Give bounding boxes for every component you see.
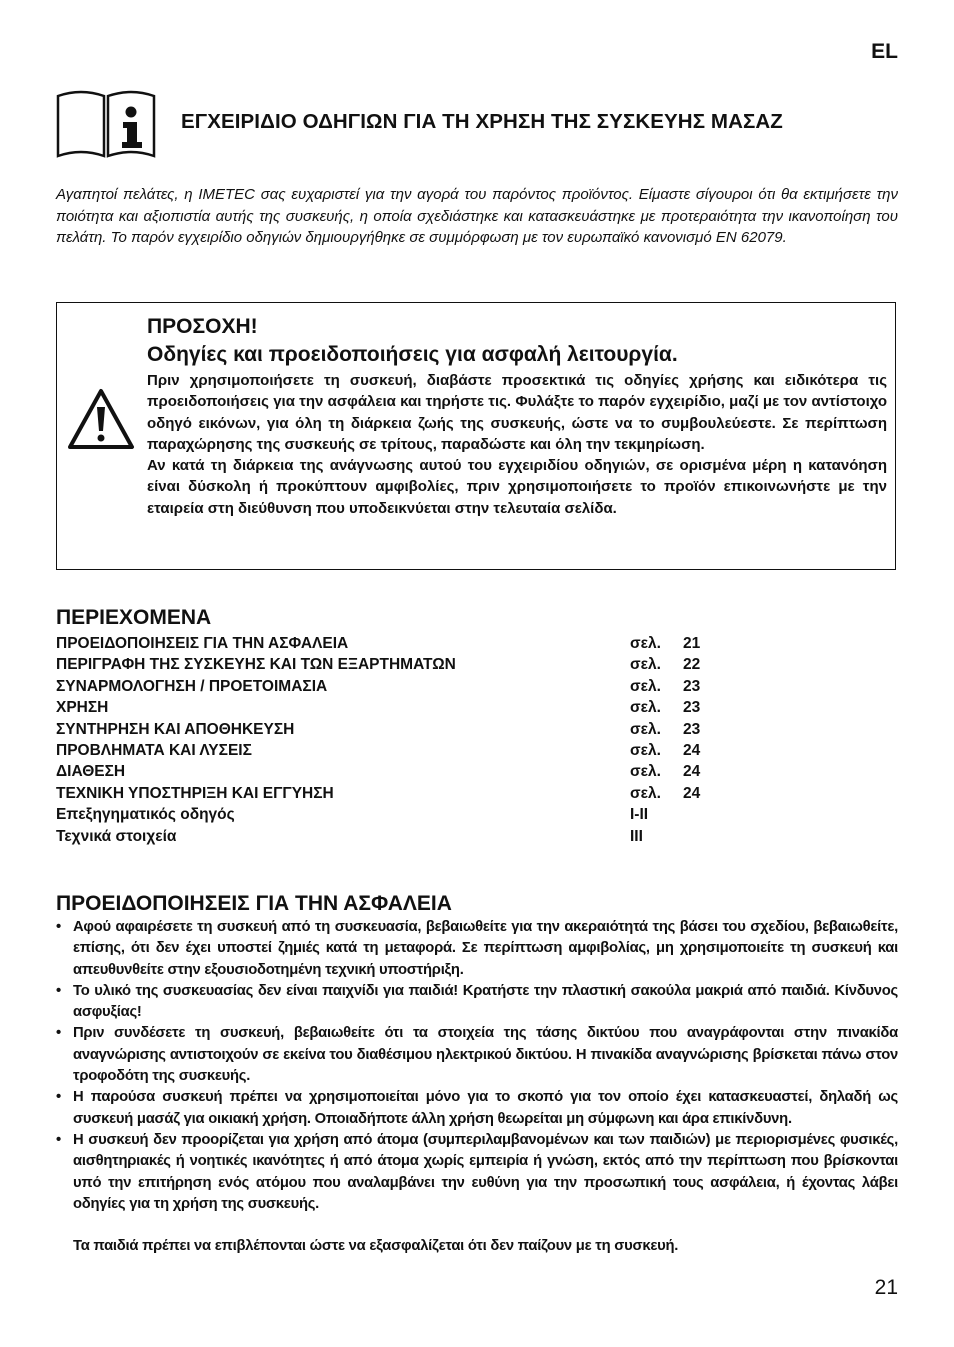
- warning-paragraph: Πριν χρησιμοποιήσετε τη συσκευή, διαβάστε προσεκτικά τις οδηγίες χρήσης και ειδικότερα τις προειδοποιήσεις για την ασφάλεια και τηρήστε τις. Φυλάξτε το παρόν εγχειρίδιο, μαζί με τον αντίστοιχο οδηγό εικόνων, για όλη τη διάρκεια ζωής της συσκευής, ώστε να το συμβουλεύεστε. Σε περίπτωση παραχώρησης της συσκευής σε τρίτους, παραδώστε και όλη την τεκμηρίωση.: [147, 372, 887, 453]
- safety-item: [56, 917, 898, 981]
- toc-label: ΧΡΗΣΗ: [56, 699, 109, 717]
- safety-item-text: Η παρούσα συσκευή πρέπει να χρησιμοποιείται μόνο για το σκοπό για τον οποίο έχει κατασκευαστεί, δηλαδή ως συσκευή μασάζ για οικιακή χρήση. Οποιαδήποτε άλλη χρήση θεωρείται μη σύμφωνη και άρα επικίνδυνη.: [73, 1089, 898, 1127]
- toc-entry: [56, 783, 736, 804]
- safety-warning-box: [56, 302, 896, 570]
- toc-page-prefix: σελ.: [630, 656, 661, 674]
- safety-item: [56, 981, 898, 1024]
- toc-page-prefix: σελ.: [630, 784, 661, 802]
- warning-text: [147, 370, 887, 519]
- toc-entry: [56, 676, 736, 697]
- safety-item: [56, 1023, 898, 1087]
- toc-entry: [56, 761, 736, 782]
- safety-title: ΠΡΟΕΙΔΟΠΟΙΗΣΕΙΣ ΓΙΑ ΤΗΝ ΑΣΦΑΛΕΙΑ: [56, 892, 452, 915]
- toc-page: 24: [683, 784, 701, 802]
- toc-label: ΠΡΟΒΛΗΜΑΤΑ ΚΑΙ ΛΥΣΕΙΣ: [56, 741, 252, 759]
- toc-label: ΠΡΟΕΙΔΟΠΟΙΗΣΕΙΣ ΓΙΑ ΤΗΝ ΑΣΦΑΛΕΙΑ: [56, 635, 349, 652]
- intro-paragraph: Αγαπητοί πελάτες, η IMETEC σας ευχαριστεί για την αγορά του παρόντος προϊόντος. Είμαστε σίγουροι ότι θα εκτιμήσετε την ποιότητα και αξιοπιστία αυτής της συσκευής, η οποία σχεδιάστηκε και κατασκευάστηκε με προτεραιότητα την ικανοποίηση του πελάτη. Το παρόν εγχειρίδιο οδηγιών δημιουργήθηκε σε συμμόρφωση με τον ευρωπαϊκό κανονισμό EN 62079.: [56, 186, 898, 246]
- toc-entry: [56, 719, 736, 740]
- toc-page: III: [630, 827, 643, 845]
- toc-label: Επεξηγηματικός οδηγός: [56, 806, 235, 824]
- toc-page-prefix: σελ.: [630, 720, 661, 738]
- toc-page: 23: [683, 699, 701, 717]
- bullet-icon: •: [56, 982, 61, 999]
- warning-triangle-icon: [67, 387, 135, 451]
- toc-entry: [56, 740, 736, 761]
- toc-entry: [56, 804, 736, 825]
- toc-label: ΣΥΝΤΗΡΗΣΗ ΚΑΙ ΑΠΟΘΗΚΕΥΣΗ: [56, 720, 295, 738]
- toc-label: ΔΙΑΘΕΣΗ: [56, 763, 126, 781]
- toc-page: 23: [683, 677, 701, 695]
- toc-page: 24: [683, 763, 701, 781]
- table-of-contents: [56, 633, 736, 847]
- toc-page-prefix: σελ.: [630, 677, 661, 695]
- safety-item: [56, 1087, 898, 1130]
- safety-item-text: Αφού αφαιρέσετε τη συσκευή από τη συσκευασία, βεβαιωθείτε για την ακεραιότητά της βάσει του σχεδίου, βεβαιωθείτε, επίσης, ότι δεν έχει υποστεί ζημιές κατά τη μεταφορά. Σε περίπτωση αμφιβολίας, μη χρησιμοποιείτε τη συσκευή και απευθυνθείτε στην εξουσιοδοτημένη τεχνική υποστήριξη.: [73, 919, 898, 978]
- toc-page-prefix: σελ.: [630, 741, 661, 759]
- toc-page-prefix: σελ.: [630, 699, 661, 717]
- contents-title: ΠΕΡΙΕΧΟΜΕΝΑ: [56, 606, 212, 629]
- toc-label: ΠΕΡΙΓΡΑΦΗ ΤΗΣ ΣΥΣΚΕΥΗΣ ΚΑΙ ΤΩΝ ΕΞΑΡΤΗΜΑΤΩΝ: [56, 656, 456, 674]
- toc-page: 24: [683, 741, 701, 759]
- bullet-icon: •: [56, 1131, 61, 1148]
- toc-page: I-II: [630, 806, 649, 824]
- safety-item-text: Η συσκευή δεν προορίζεται για χρήση από άτομα (συμπεριλαμβανομένων και των παιδιών) με περιορισμένες φυσικές, αισθητηριακές ή νοητικές ικανότητες ή από άτομα χωρίς εμπειρία ή γνώση, εκτός από την περίπτωση που βρίσκονται υπό την επιτήρηση ενός ατόμου που αναλαμβάνει την ευθύνη για την προσωπική τους ασφάλεια, ή έχοντας λάβει οδηγίες για τη χρήση της συσκευής.: [73, 1131, 898, 1212]
- toc-label: ΣΥΝΑΡΜΟΛΟΓΗΣΗ / ΠΡΟΕΤΟΙΜΑΣΙΑ: [56, 677, 328, 695]
- toc-entry: [56, 633, 736, 654]
- toc-page-prefix: σελ.: [630, 763, 661, 781]
- warning-heading: ΠΡΟΣΟΧΗ!: [147, 315, 258, 338]
- document-title: ΕΓΧΕΙΡΙΔΙΟ ΟΔΗΓΙΩΝ ΓΙΑ ΤΗ ΧΡΗΣΗ ΤΗΣ ΣΥΣΚΕΥΗΣ ΜΑΣΑΖ: [181, 110, 783, 133]
- toc-label: Τεχνικά στοιχεία: [56, 827, 177, 845]
- page-number: 21: [874, 1276, 898, 1299]
- info-manual-icon: [56, 86, 156, 158]
- bullet-icon: •: [56, 1089, 61, 1106]
- toc-page: 21: [683, 635, 701, 652]
- toc-label: ΤΕΧΝΙΚΗ ΥΠΟΣΤΗΡΙΞΗ ΚΑΙ ΕΓΓΥΗΣΗ: [56, 784, 334, 802]
- toc-page: 23: [683, 720, 701, 738]
- language-code: EL: [871, 40, 898, 63]
- safety-item-text: Πριν συνδέσετε τη συσκευή, βεβαιωθείτε ότι τα στοιχεία της τάσης δικτύου που αναγράφονται στην πινακίδα αναγνώρισης αντιστοιχούν σε εκείνα του διαθέσιμου ηλεκτρικού δικτύου. Η πινακίδα αναγνώρισης βρίσκεται πάνω στον τροφοδότη της συσκευής.: [73, 1025, 898, 1085]
- safety-item: [56, 1130, 898, 1215]
- toc-entry: [56, 654, 736, 675]
- warning-subheading: Οδηγίες και προειδοποιήσεις για ασφαλή λειτουργία.: [147, 343, 678, 366]
- bullet-icon: •: [56, 1025, 61, 1042]
- warning-paragraph: Αν κατά τη διάρκεια της ανάγνωσης αυτού του εγχειριδίου οδηγιών, σε ορισμένα μέρη η κατανόηση είναι δύσκολη ή προκύπτουν αμφιβολίες, πριν χρησιμοποιήσετε το προϊόν επικοινωνήστε με την εταιρεία στη διεύθυνση που υποδεικνύεται στην τελευταία σελίδα.: [147, 457, 887, 517]
- toc-entry: [56, 826, 736, 847]
- bullet-icon: •: [56, 919, 61, 935]
- safety-item-text: Το υλικό της συσκευασίας δεν είναι παιχνίδι για παιδιά! Κρατήστε την πλαστική σακούλα μακριά από παιδιά. Κίνδυνος ασφυξίας!: [73, 982, 898, 1021]
- children-supervision-note: Τα παιδιά πρέπει να επιβλέπονται ώστε να εξασφαλίζεται ότι δεν παίζουν με τη συσκευή.: [73, 1238, 679, 1254]
- toc-entry: [56, 697, 736, 718]
- toc-page: 22: [683, 656, 701, 674]
- safety-list: [56, 917, 898, 1215]
- toc-page-prefix: σελ.: [630, 635, 661, 652]
